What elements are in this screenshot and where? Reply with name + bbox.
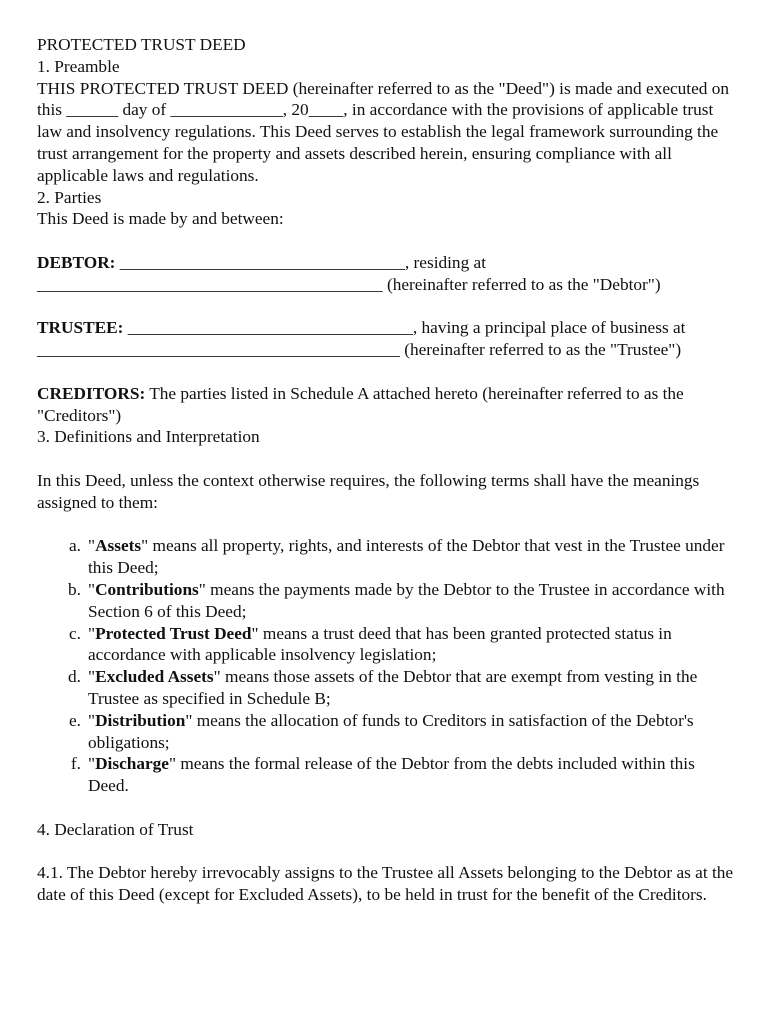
parties-intro: This Deed is made by and between: [37,209,284,229]
quote-open: " [88,536,96,556]
spacer [37,296,737,318]
definition-item [37,579,737,623]
spacer [37,797,737,819]
definition-text: " means the allocation of funds to Creditors in satisfaction of the Debtor's obligations; [88,710,694,752]
spacer [37,230,737,252]
definition-item [37,666,737,710]
defined-term: Excluded Assets [95,667,214,687]
defined-term: Assets [95,536,142,556]
trustee-label: TRUSTEE: [37,318,124,338]
definitions-intro: In this Deed, unless the context otherwise requires, the following terms shall have the meanings assigned to them: [37,470,700,512]
definition-item [37,710,737,754]
clause-4-1: 4.1. The Debtor hereby irrevocably assigns to the Trustee all Assets belonging to the Debtor as at the date of this Deed (except for Excluded Assets), to be held in trust for the benefit of the Creditors. [37,863,734,905]
quote-open: " [88,623,96,643]
list-marker: f. [70,754,81,774]
debtor-text: _________________________________, residing at ________________________________________ (hereinafter referred to as the "Debtor") [37,252,661,294]
definition-text: " means those assets of the Debtor that are exempt from vesting in the Trustee as specified in Schedule B; [88,667,698,708]
trustee-paragraph [37,317,737,361]
defined-term: Contributions [95,579,199,599]
preamble-heading: 1. Preamble [37,56,120,76]
quote-open: " [88,710,96,730]
definition-text: " means all property, rights, and interests of the Debtor that vest in the Trustee under this Deed; [88,536,725,578]
definitions-heading: 3. Definitions and Interpretation [37,427,260,447]
definition-item [37,623,737,667]
spacer [37,361,737,383]
definition-item [37,535,737,579]
trustee-text: _________________________________, having a principal place of business at __________________________________________ (hereinafter referred to as the "Trustee") [37,318,686,360]
debtor-paragraph [37,252,737,296]
list-marker: b. [68,579,81,599]
document-page [37,34,737,906]
definition-text: " means the formal release of the Debtor from the debts included within this Deed. [88,754,695,796]
definitions-list [37,535,737,797]
parties-heading: 2. Parties [37,187,102,207]
list-marker: a. [69,536,81,556]
spacer [37,514,737,536]
list-marker: e. [69,710,81,730]
definition-text: " means the payments made by the Debtor to the Trustee in accordance with Section 6 of this Deed; [88,579,725,621]
defined-term: Protected Trust Deed [95,623,252,643]
list-marker: c. [69,623,81,643]
definition-text: " means a trust deed that has been granted protected status in accordance with applicable insolvency legislation; [88,623,672,665]
definition-item [37,753,737,797]
creditors-paragraph [37,383,737,427]
spacer [37,448,737,470]
debtor-label: DEBTOR: [37,252,116,272]
spacer [37,840,737,862]
quote-open: " [88,667,96,687]
document-title: PROTECTED TRUST DEED [37,35,246,54]
creditors-label: CREDITORS: [37,383,146,403]
declaration-heading: 4. Declaration of Trust [37,819,194,839]
quote-open: " [88,754,96,774]
defined-term: Discharge [95,754,169,774]
list-marker: d. [68,667,81,687]
preamble-text: THIS PROTECTED TRUST DEED (hereinafter referred to as the "Deed") is made and executed on this ______ day of _____________, 20____, in accordance with the provisions of applicable trust law and insolvency regulations. This Deed serves to establish the legal framework surrounding the trust arrangement for the property and assets described herein, ensuring compliance with all applicable laws and regulations. [37,78,730,185]
creditors-text: The parties listed in Schedule A attached hereto (hereinafter referred to as the "Creditors") [37,383,684,425]
quote-open: " [88,579,96,599]
defined-term: Distribution [95,710,186,730]
